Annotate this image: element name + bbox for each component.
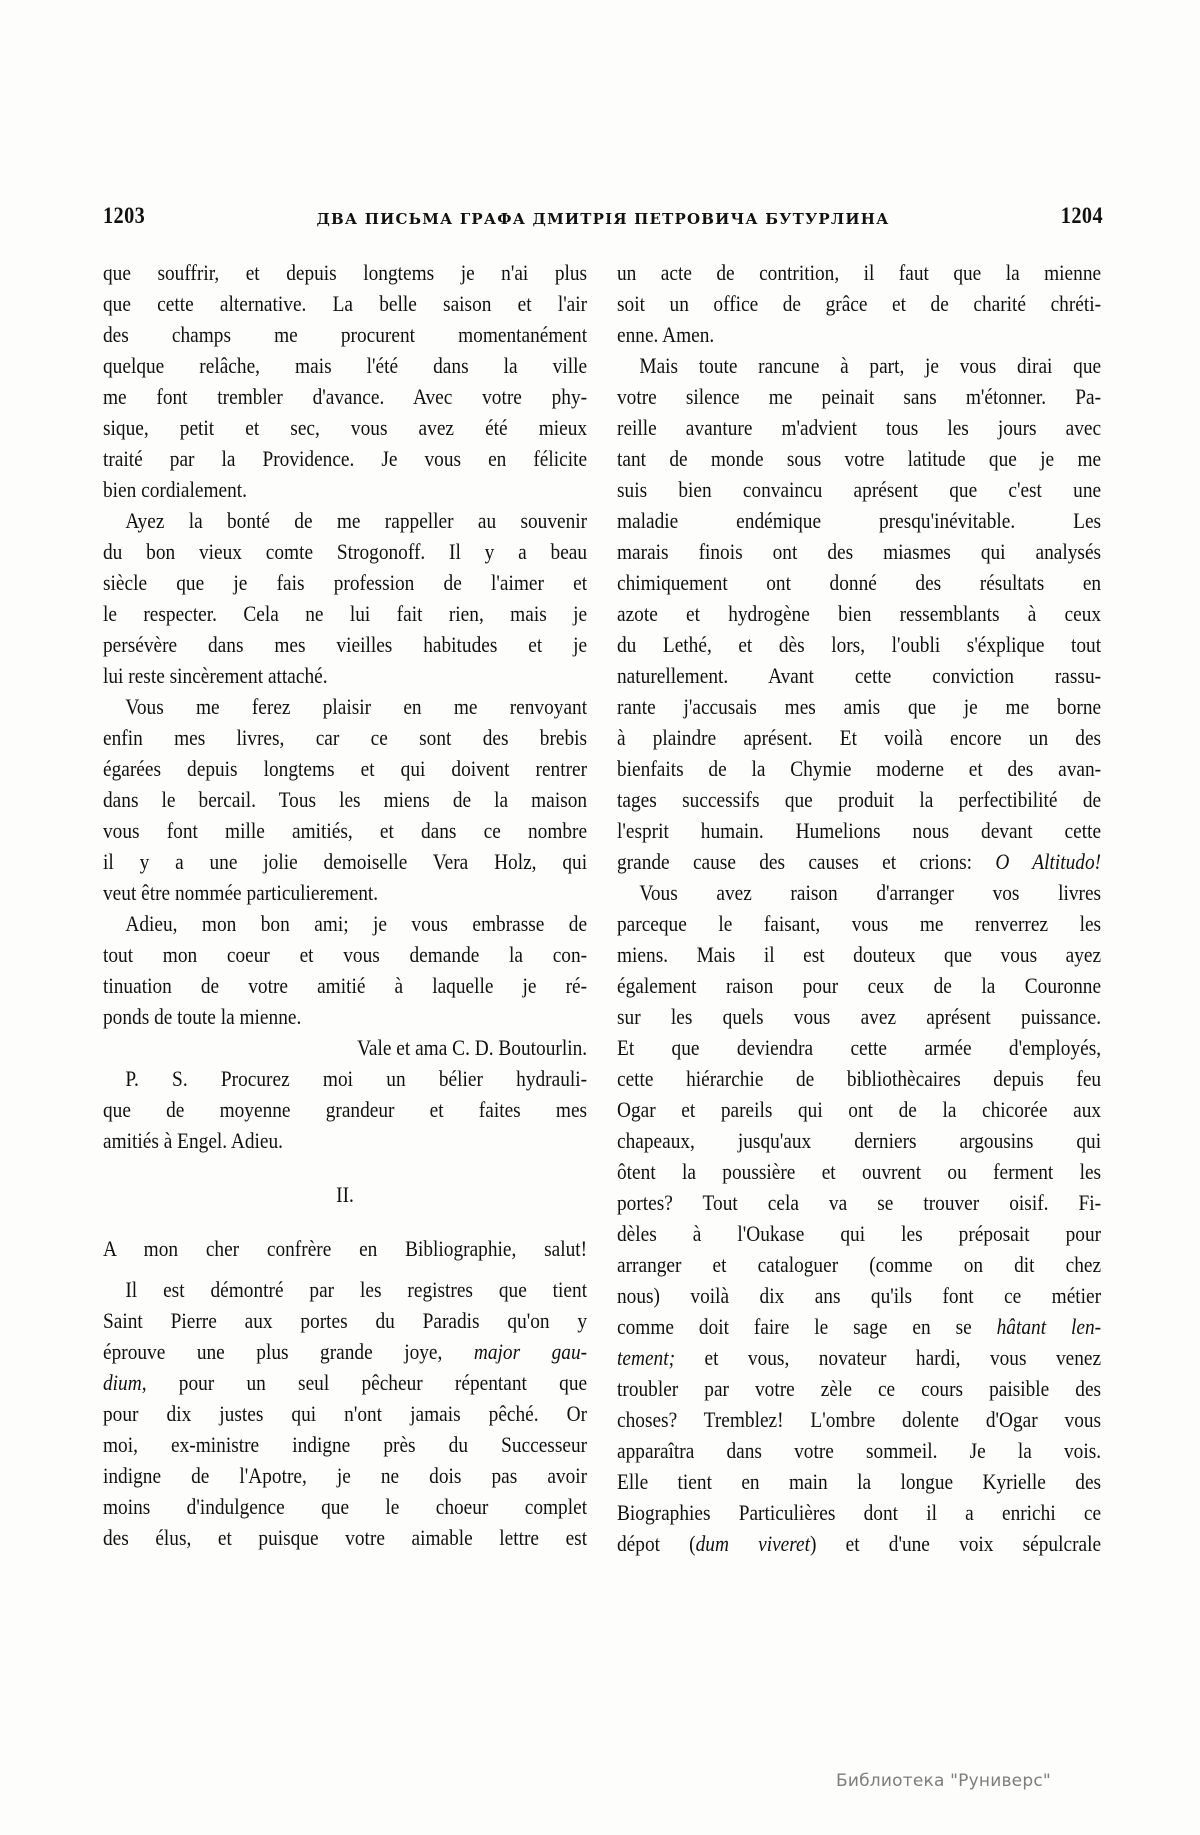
paragraph-start: Il est démontré par les registres que tient [125,1277,588,1302]
section-number: II. [336,1182,354,1207]
running-head [103,203,1103,233]
text-line: Elle tient en main la longue Kyrielle des [617,1469,1102,1494]
text-line: portes? Tout cela va se trouver oisif. Fi- [617,1190,1102,1215]
text-line: reille avanture m'advient tous les jours avec [617,415,1102,440]
text-line: cette hiérarchie de bibliothècaires depuis feu [617,1066,1102,1091]
text-line: pour dix justes qui n'ont jamais pêché. Or [103,1401,588,1426]
text-line: que cette alternative. La belle saison et l'air [103,291,588,316]
text-line: veut être nommée particulierement. [103,880,379,905]
text-line: indigne de l'Apotre, je ne dois pas avoir [103,1463,588,1488]
text-line: des champs me procurent momentanément [103,322,588,347]
text-line: tant de monde sous votre latitude que je me [617,446,1102,471]
text-line: ôtent la poussière et ouvrent ou ferment les [617,1159,1102,1184]
text-line: Biographies Particulières dont il a enrichi ce [617,1500,1102,1525]
text-line: lui reste sincèrement attaché. [103,663,328,688]
latin-phrase: O Altitudo! [995,849,1102,874]
text-line: quelque relâche, mais l'été dans la ville [103,353,588,378]
text-line: des élus, et puisque votre aimable lettre est [103,1525,588,1550]
paragraph-start: Adieu, mon bon ami; je vous embrasse de [125,911,588,936]
text-line: grande cause des causes et crions: O Altitudo! [617,849,1102,874]
text-line: bienfaits de la Chymie moderne et des avan- [617,756,1102,781]
text-line: comme doit faire le sage en se hâtant len- [617,1314,1102,1339]
text-line: amitiés à Engel. Adieu. [103,1128,284,1153]
text-line: l'esprit humain. Humelions nous devant cette [617,818,1102,843]
spacer [103,1264,587,1274]
text-line: miens. Mais il est douteux que vous ayez [617,942,1102,967]
salutation: A mon cher confrère en Bibliographie, salut! [103,1236,588,1261]
text-line: moi, ex-ministre indigne près du Successeur [103,1432,588,1457]
text-line: rante j'accusais mes amis que je me borne [617,694,1102,719]
latin-phrase: dium [103,1370,142,1395]
text-line: également raison pour ceux de la Couronne [617,973,1102,998]
text-line: traité par la Providence. Je vous en félicite [103,446,588,471]
latin-phrase: hâtant len- [996,1314,1102,1339]
text-line: dans le bercail. Tous les miens de la maison [103,787,588,812]
text-line: chimiquement ont donné des résultats en [617,570,1102,595]
text-line: que souffrir, et depuis longtems je n'ai plus [103,260,588,285]
paragraph-start: Ayez la bonté de me rappeller au souvenir [125,508,588,533]
text-line: tinuation de votre amitié à laquelle je ré- [103,973,588,998]
text-line: dium, pour un seul pêcheur répentant que [103,1370,588,1395]
text-line: éprouve une plus grande joye, major gau- [103,1339,588,1364]
spacer [103,1156,587,1179]
text-line: enfin mes livres, car ce sont des brebis [103,725,588,750]
running-title: ДВА ПИСЬМА ГРАФА ДМИТРІЯ ПЕТРОВИЧА БУТУРЛИНА [316,210,890,228]
text-line: le respecter. Cela ne lui fait rien, mais je [103,601,588,626]
text-line: enne. Amen. [617,322,715,347]
text-line: que de moyenne grandeur et faites mes [103,1097,588,1122]
text-line: persévère dans mes vieilles habitudes et je [103,632,588,657]
text-line: ponds de toute la mienne. [103,1004,302,1029]
right-column [617,257,1101,1559]
latin-phrase: dum viveret [695,1531,811,1556]
text-line: arranger et cataloguer (comme on dit chez [617,1252,1102,1277]
text-line: du Lethé, et dès lors, l'oubli s'éxplique tout [617,632,1102,657]
library-watermark: Библиотека "Руниверс" [836,1771,1051,1791]
paragraph-start: Vous avez raison d'arranger vos livres [639,880,1102,905]
text-line: soit un office de grâce et de charité chréti- [617,291,1102,316]
text-line: me font trembler d'avance. Avec votre phy- [103,384,588,409]
text-line: moins d'indulgence que le choeur complet [103,1494,588,1519]
left-column [103,257,587,1553]
text-line: tages successifs que produit la perfectibilité de [617,787,1102,812]
text-line: apparaîtra dans votre sommeil. Je la vois. [617,1438,1102,1463]
latin-phrase: tement; [617,1345,676,1370]
page-number-right: 1204 [1060,203,1103,228]
text-line: choses? Tremblez! L'ombre dolente d'Ogar vous [617,1407,1102,1432]
text-line: dépot (dum viveret) et d'une voix sépulcrale [617,1531,1102,1556]
text-line: naturellement. Avant cette conviction rassu- [617,663,1102,688]
signature: Vale et ama C. D. Boutourlin. [357,1035,588,1060]
text-line: vous font mille amitiés, et dans ce nombre [103,818,588,843]
text-line: il y a une jolie demoiselle Vera Holz, qui [103,849,588,874]
paragraph-start: Vous me ferez plaisir en me renvoyant [125,694,588,719]
text-line: siècle que je fais profession de l'aimer et [103,570,588,595]
text-line: sique, petit et sec, vous avez été mieux [103,415,588,440]
latin-phrase: major gau- [473,1339,588,1364]
text-line: tout mon coeur et vous demande la con- [103,942,588,967]
text-line: égarées depuis longtems et qui doivent rentrer [103,756,588,781]
text-line: à plaindre aprésent. Et voilà encore un des [617,725,1102,750]
text-line: troubler par votre zèle ce cours paisible des [617,1376,1102,1401]
text-line: Saint Pierre aux portes du Paradis qu'on y [103,1308,588,1333]
spacer [103,1210,587,1233]
text-line: Ogar et pareils qui ont de la chicorée aux [617,1097,1102,1122]
text-line: Et que deviendra cette armée d'employés, [617,1035,1102,1060]
text-line: suis bien convaincu aprésent que c'est une [617,477,1102,502]
text-line: nous) voilà dix ans qu'ils font ce métier [617,1283,1102,1308]
text-line: sur les quels vous avez aprésent puissance. [617,1004,1102,1029]
text-line: parceque le faisant, vous me renverrez les [617,911,1102,936]
text-line: votre silence me peinait sans m'étonner. Pa- [617,384,1102,409]
text-line: bien cordialement. [103,477,247,502]
text-line: un acte de contrition, il faut que la mienne [617,260,1102,285]
page-number-left: 1203 [103,203,146,228]
text-line: chapeaux, jusqu'aux derniers argousins qui [617,1128,1102,1153]
text-line: marais finois ont des miasmes qui analysés [617,539,1102,564]
text-line: dèles à l'Oukase qui les préposait pour [617,1221,1102,1246]
text-line: du bon vieux comte Strogonoff. Il y a beau [103,539,588,564]
text-line: maladie endémique presqu'inévitable. Les [617,508,1102,533]
text-line: azote et hydrogène bien ressemblants à ceux [617,601,1102,626]
paragraph-start: Mais toute rancune à part, je vous dirai que [639,353,1102,378]
text-line: tement; et vous, novateur hardi, vous venez [617,1345,1102,1370]
postscript: P. S. Procurez moi un bélier hydrauli- [125,1066,588,1091]
